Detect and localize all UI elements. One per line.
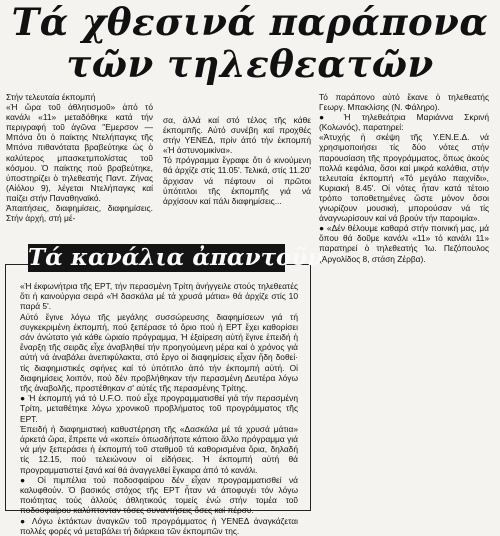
article-column-2: σα, ἀλλά καί στό τέλος τῆς κάθε έκπομπῆς. Αὐτό συνέβη καί προχθές στήν ΥΕΝΕΔ, πρίν ἀπό τήν έκπομπή «Ἡ ἀστυνομικίνα». Τό πρόγραμμα ἔγραφε ὅτι ὁ κινούμενη θά ἀρχίζε στίς 11.05'. Τελικά, στίς 11.20' ἄρχισαν νά πέφτουν οἱ πρῶτοι ὑπότιτλοι τῆς έκπομπῆς γιά νά ἀρχίσουν καί πάλι διαφημίσεις... <box>163 115 311 206</box>
replies-text: «Ἡ έκφωνήτρια τῆς ΕΡΤ, τήν περασμένη Τρίτη ἀνήγγειλε στούς τηλεθεατές ὅτι ἡ καινούργια σειρά «Ἡ δασκάλα μέ τά χρυσά μάτια» θά ἀρχίζε στίς 10 παρά 5'. Αὐτό ἔγινε λόγω τῆς μεγάλης συσσώρευσης διαφημίσεων γιά τή συγκεκριμένη έκπομπή, πού ξεπέρασε τό ὅριο πού ἡ ΕΡΤ ἔχει καθορίσει σάν ἀνώτατο γιά κάθε ὡριαίο πρόγραμμα, Ἡ ἐξαίρεση αὐτή ἔγινε ἐπειδή ἡ ἔναρξη τῆς σειρᾶς εἶχε ἀναβληθεί τήν προηγούμενη μέρα καί ὁ χρόνος γιά αὐτή νά ἀναβάλει ἀνεπιφύλακτα, στό ἔργο οἱ διαφημίσεις εἶχαν ἤδη δοθεί· τίς διαφημιστικές σφήνες καί τό ὑπότιτλο ἀπό τήν έκπομπή αὐτή. Οἱ διαφημίσεις λοιπόν, πού δέν προβλήθηκαν τήν περασμένη Δευτέρα λόγω τῆς ἀναβολῆς, προστέθηκαν σ' αὐτές τῆς περασμένης Τρίτης. ● Ἡ έκπομπή γιά τό U.F.O. πού εἶχε προγραμματισθεί γιά τήν περασμένη Τρίτη, μεταθέτηκε λόγω χρονικοῦ προβλήματος τοῦ προγράμματος τῆς ΕΡΤ. Ἐπειδή ἡ διαφημιστική καθυστέρηση τῆς «Δασκάλα μέ τά χρυσά μάτια» ἀρκετά ὥρα, ἔπρεπε νά «κοπεί» ὁπωσδήποτε κάποιο ἄλλο πρόγραμμα γιά νά μήν ξεπεράσει ἡ ἐκπομπή τοῦ σταθμοῦ τά καθορισμένα ὅρια, δηλαδή τίς 12.15, πού τελειώνουν οἱ εἰδήσεις. Ἡ έκπομπή αὐτή θά προγραμματιστεί ξανά καί θά ἀναγγελθεί ἔγκαιρα ἀπό τό κανάλι. ● Οἱ πιμπέλια τού ποδοσφαίρου δέν εἶχαν προγραμματισθεί νά καλυφθούν. Ὁ βασικός στόχος τῆς ΕΡΤ ἦταν νά ἀποφυγέι τόν λόγω ποιότητας τούς ἀλλούς ἀθλητικούς τομείς ἐνώ στήν τομέα τοῦ ποδοσφαίρου καλύπτονταν τόσες συναντήσεις ὅσες καί πέρσυ. ● Λόγω ἐκτάκτων ἀναγκῶν τοῦ προγράμματος ἡ ΥΕΝΕΔ ἀναγκάζεται πολλές φορές νά μεταβάλει τή διάρκεια τῶν έκπομπῶν της. <box>20 281 298 536</box>
article-column-3: Τό παράπονο αὐτό ἔκανε ὁ τηλεθεατής Γεωργ. Μπακλίσης (Ν. Φάληρο). ● Ἡ τηλεθεάτρια Μαριάννα Σκρινή (Κολωνός), παρατηρεί: «Ἀτυχής ἡ σκέψη τῆς Υ.ΕΝ.Ε.Δ. νά χρησιμοποιήσει τίς δύο νότες στήν παρουσίαση τῆς προγράμματος, ὅπως ἀκούς πολλά κεφάλια, ὅσοι καί μικρά καλάθια, στήν τελευταία έκπομπή «Τό μεγάλο παιχνίδι», Κυριακή 8.45'. Οἱ νότες ἦταν κατά τέτοιο τρόπο τοποθετημένες ὥστε μόνον ὅσοι γνωρίζουν μουσική, μπορούσαν νά τίς ἀναγνωρίσουν καί νά βρούν τήν παροιμία». ● «Δέν θέλουμε καθαρά στήν ποινική μας, μά ὅπου θά δοῦμε κανάλι «11» τό κανάλι 11» παρατηρεί ὁ τηλεθεατής Ἰω. Πεζόπουλος (Ἀργολίδος 8, στάση Ζέρβα). <box>319 92 489 264</box>
article-column-1: Στήν τελευταία έκπομπή «Ἡ ὥρα τοῦ ἀθλητισμοῦ» ἀπό τό κανάλι «11» μεταδόθηκε κατά τήν περιγραφή τοῦ ἀγῶνα "Εμερσον — Μπόνα ὅτι ὁ παίκτης Ντελήπαγκς τῆς Μπόνα πιθανότατα βραβεύτηκε ὡς ὁ καλύτερος μπασκετμπολίστας τοῦ κόσμου. Ὁ παίκτης πού βραβεύτηκε, ὑποστηρίζει ὁ τηλεθεατής Παντ. Ζήνας (Αἰόλου 9), λέγεται Ντελήπαγκς καί παίζει στήν Παναθηναϊκό. Ἀπαιτήσεις, διαφημίσεις, διαφημίσεις. Στήν ἀρχή, στή μέ- <box>6 92 153 224</box>
headline-line-2: τῶν τηλεθεατῶν <box>66 42 434 86</box>
headline-line-1: Τά χθεσινά παράπονα <box>11 0 489 44</box>
replies-banner: Τά κανάλια ἀπαντοῦν <box>28 244 324 271</box>
